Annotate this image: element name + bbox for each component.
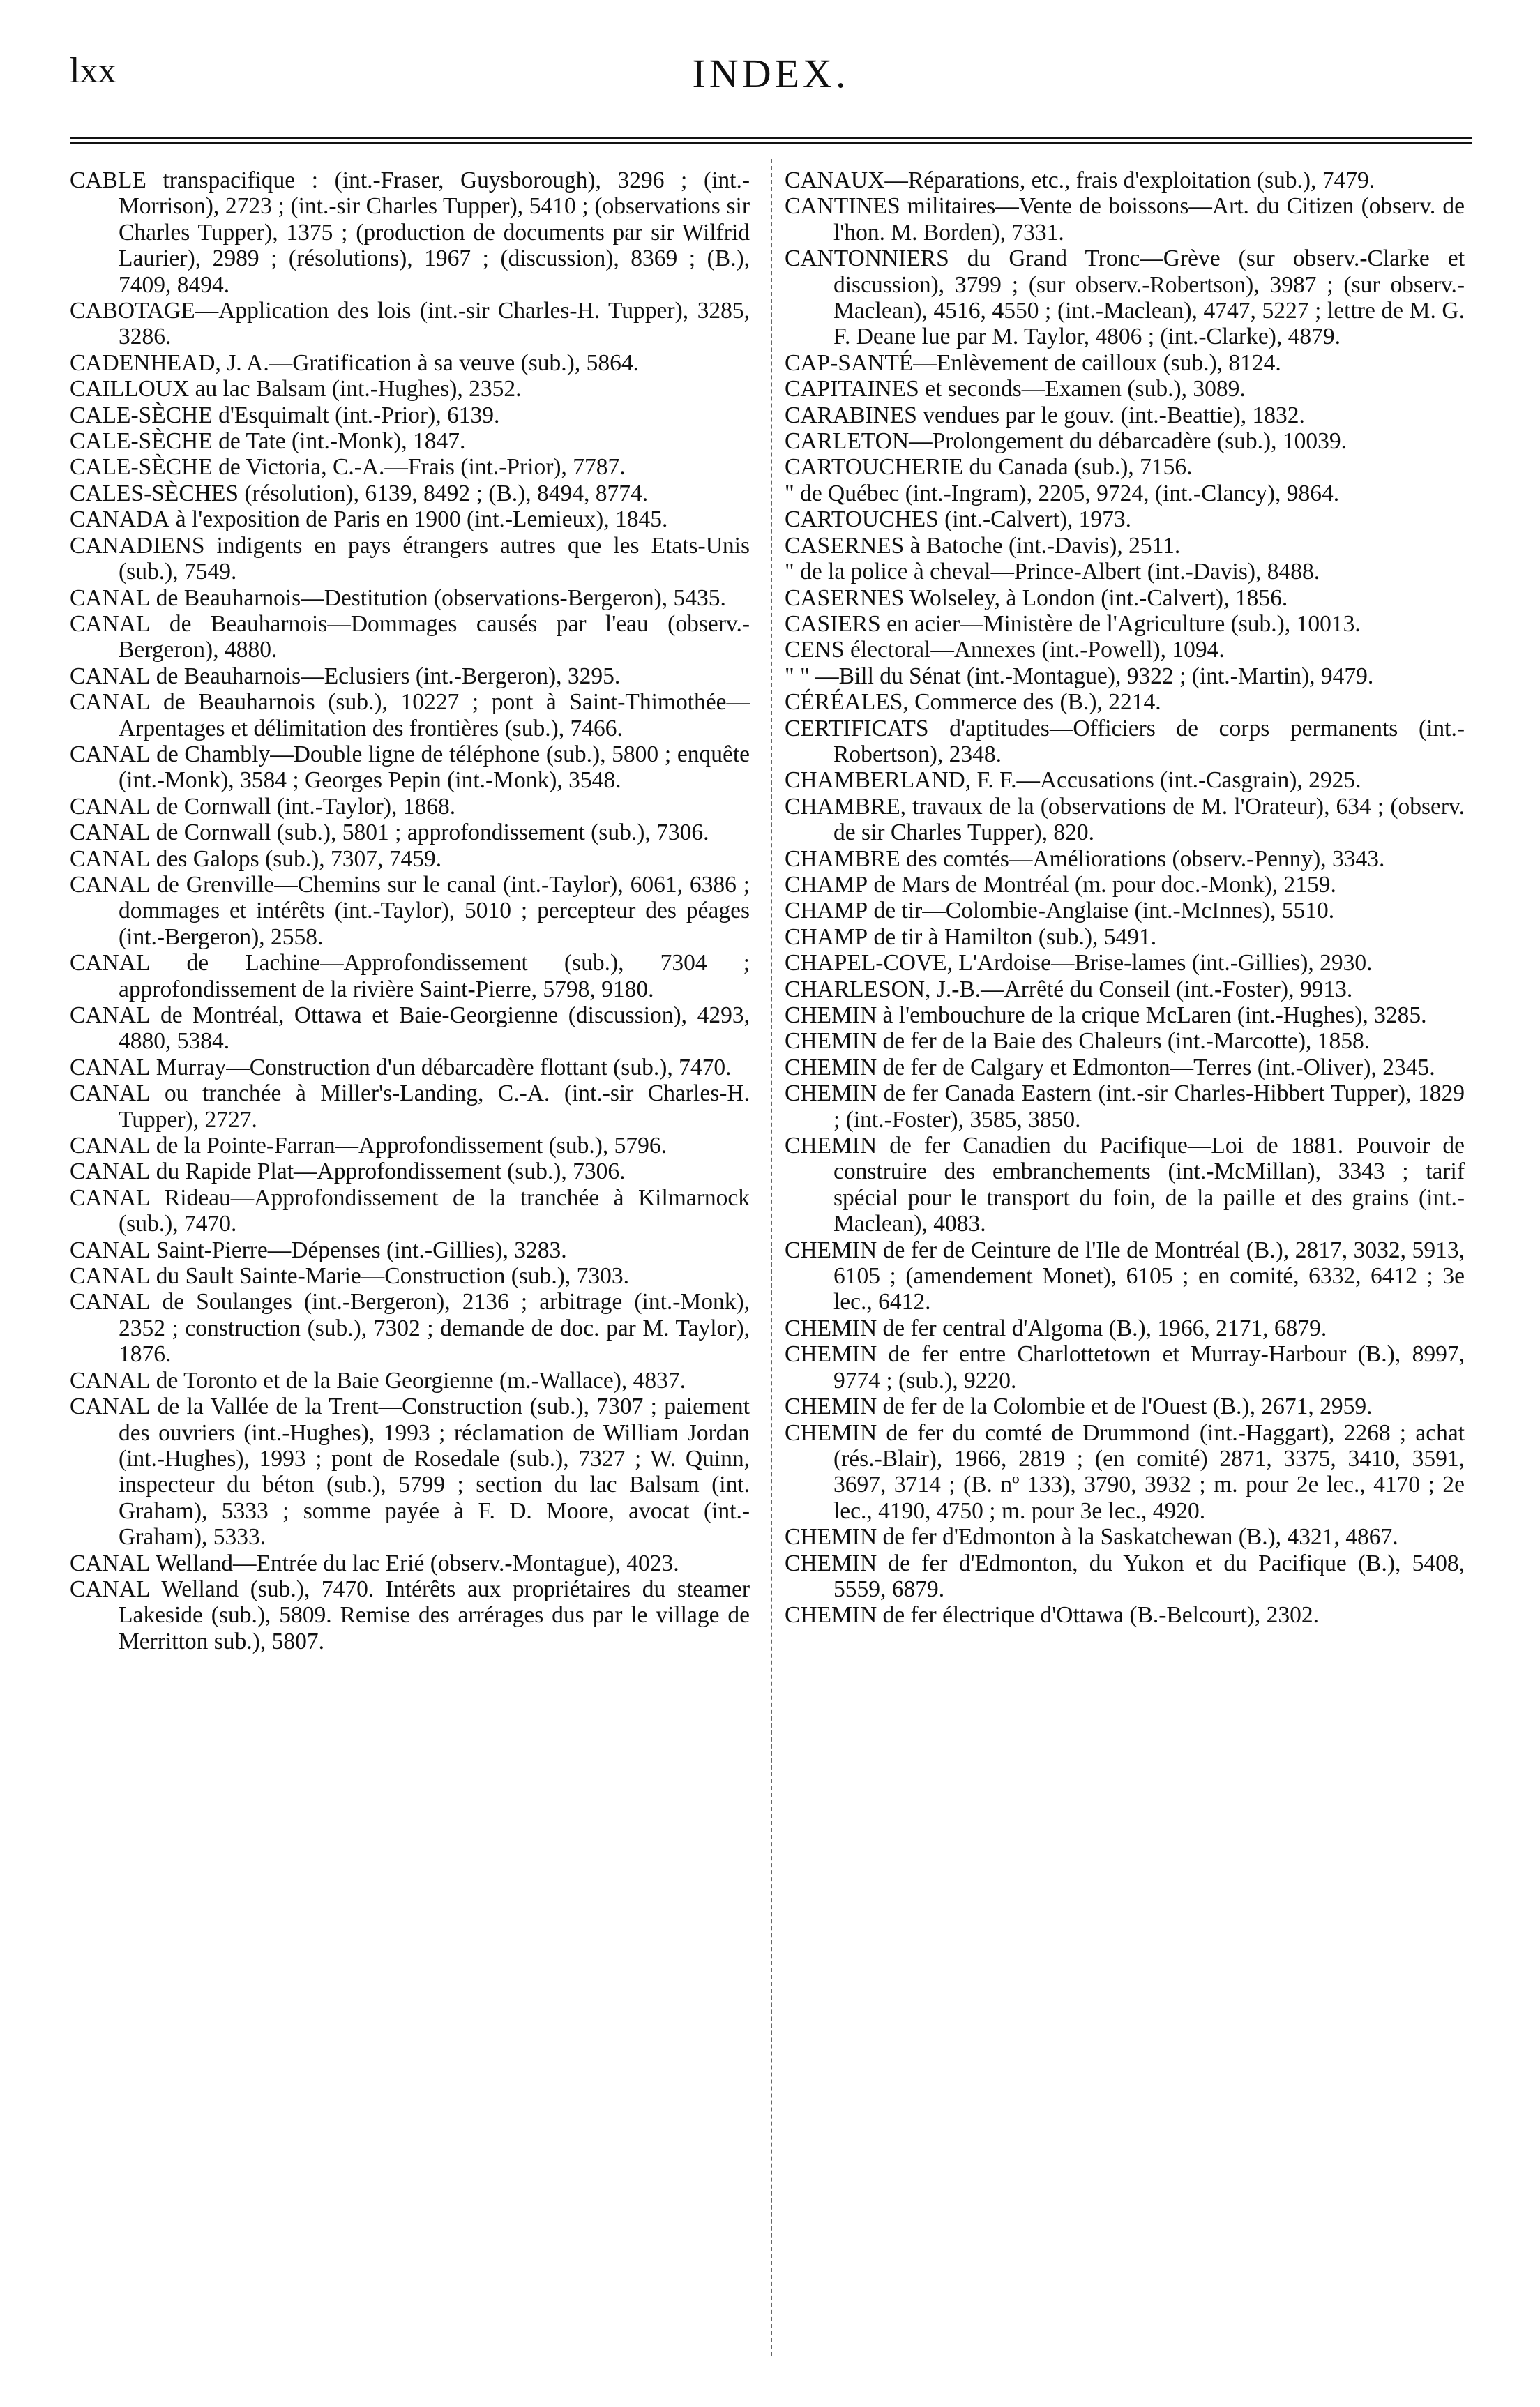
entry-headword: CANAL — [70, 871, 151, 898]
entry-headword: CANAL — [70, 689, 151, 716]
index-entry — [70, 1576, 750, 1654]
entry-text: indigents en pays étrangers autres que les Etats-Unis (sub.), 7549. — [119, 532, 750, 585]
entry-text: , L'Ardoise—Brise-lames (int.-Gillies), 2930. — [946, 950, 1373, 976]
entry-headword: CHEMIN — [785, 1002, 877, 1028]
index-entry — [785, 976, 1465, 1002]
entry-text: de fer entre Charlottetown et Murray-Harbour (B.), 8997, 9774 ; (sub.), 9220. — [833, 1341, 1465, 1394]
entry-text: de Tate (int.-Monk), 1847. — [212, 428, 466, 455]
header-rule-thick — [70, 137, 1472, 139]
entry-headword: " — [785, 559, 794, 585]
index-entry — [70, 1080, 750, 1133]
entry-headword: CÉRÉALES — [785, 689, 903, 716]
entry-text: de fer de Ceinture de l'Ile de Montréal (B.), 2817, 3032, 5913, 6105 ; (amendement Monet), 6105 ; en comité, 6332, 6412 ; 3e lec., 6412. — [833, 1237, 1465, 1315]
index-entry — [70, 1133, 750, 1159]
entry-headword: CANAL — [70, 1159, 151, 1185]
index-entry — [70, 950, 750, 1002]
index-entry — [70, 402, 750, 428]
index-entry — [785, 1028, 1465, 1054]
index-entry — [70, 1263, 750, 1289]
entry-headword: CASERNES — [785, 584, 905, 611]
index-entry — [785, 246, 1465, 350]
entry-text: , Commerce des (B.), 2214. — [903, 689, 1161, 716]
entry-text: de fer d'Edmonton à la Saskatchewan (B.), 4321, 4867. — [877, 1524, 1398, 1550]
index-entry — [70, 350, 750, 376]
index-entry — [785, 533, 1465, 559]
entry-headword: CANAL — [70, 1367, 151, 1394]
entry-headword: CANAL — [70, 820, 151, 846]
page-number: lxx — [70, 51, 116, 91]
entry-headword: CANAL — [70, 663, 151, 689]
header-rule-thin — [70, 142, 1472, 144]
entry-headword: CANAL — [70, 610, 151, 637]
entry-headword: CARTOUCHES — [785, 506, 939, 533]
index-entry — [785, 167, 1465, 193]
index-column-left — [70, 167, 750, 1654]
index-entry — [785, 1237, 1465, 1315]
entry-headword: CASIERS — [785, 610, 881, 637]
entry-text: vendues par le gouv. (int.-Beattie), 1832. — [916, 402, 1305, 428]
entry-headword: CHEMIN — [785, 1524, 877, 1550]
index-entry — [785, 872, 1465, 898]
index-entry — [785, 376, 1465, 402]
index-entry — [70, 846, 750, 872]
entry-text: des comtés—Améliorations (observ.-Penny), 3343. — [900, 845, 1385, 872]
entry-headword: CAP-SANTÉ — [785, 349, 914, 376]
entry-text: de fer Canadien du Pacifique—Loi de 1881. Pouvoir de construire des embranchements (int.-McMillan), 3343 ; tarif spécial pour le transport du foin, de la paille et des grains (int.-Maclean), 4083. — [833, 1133, 1465, 1237]
index-entry — [785, 794, 1465, 846]
entry-headword: CANAL — [70, 1550, 151, 1576]
index-entry — [785, 1080, 1465, 1133]
entry-headword: CANAL — [70, 1133, 151, 1159]
entry-headword: CANAL — [70, 950, 151, 976]
index-entry — [785, 689, 1465, 715]
column-divider — [771, 159, 772, 2356]
entry-headword: CHEMIN — [785, 1394, 877, 1420]
entry-text: , J.-B.—Arrêté du Conseil (int.-Foster), 9913. — [925, 976, 1353, 1002]
entry-headword: CHEMIN — [785, 1602, 877, 1629]
entry-headword: CANADIENS — [70, 532, 205, 559]
entry-text: électoral—Annexes (int.-Powell), 1094. — [844, 637, 1225, 663]
entry-headword: CHEMIN — [785, 1237, 877, 1263]
index-entry — [785, 924, 1465, 950]
entry-text: de la police à cheval—Prince-Albert (int.-Davis), 8488. — [794, 559, 1320, 585]
entry-text: à l'embouchure de la crique McLaren (int.-Hughes), 3285. — [877, 1002, 1427, 1028]
entry-text: du Rapide Plat—Approfondissement (sub.), 7306. — [150, 1159, 626, 1185]
entry-text: (int.-Calvert), 1973. — [938, 506, 1132, 533]
entry-headword: CARTOUCHERIE — [785, 454, 964, 481]
entry-text: " —Bill du Sénat (int.-Montague), 9322 ; (int.-Martin), 9479. — [794, 663, 1374, 689]
index-entry — [70, 820, 750, 845]
entry-headword: CHEMIN — [785, 1550, 877, 1576]
entry-headword: CANTONNIERS — [785, 246, 949, 272]
index-entry — [785, 716, 1465, 768]
index-entry — [70, 1159, 750, 1184]
entry-headword: CHEMIN — [785, 1315, 877, 1341]
entry-text: de Beauharnois (sub.), 10227 ; pont à Saint-Thimothée—Arpentages et délimitation des frontières (sub.), 7466. — [119, 689, 750, 741]
entry-text: transpacifique : (int.-Fraser, Guysborough), 3296 ; (int.-Morrison), 2723 ; (int.-sir Charles Tupper), 5410 ; (observations sir Charles Tupper), 1375 ; (production de documents par sir Wilfrid Laurier), 2989 ; (résolutions), 1967 ; (discussion), 8369 ; (B.), 7409, 8494. — [119, 167, 750, 298]
index-entry — [70, 1368, 750, 1394]
entry-headword: CANAUX — [785, 167, 885, 193]
entry-text: de fer de Calgary et Edmonton—Terres (int.-Oliver), 2345. — [877, 1054, 1435, 1080]
entry-text: du Sault Sainte-Marie—Construction (sub.), 7303. — [150, 1263, 630, 1290]
index-entry — [785, 611, 1465, 637]
entry-text: à Batoche (int.-Davis), 2511. — [904, 532, 1181, 559]
entry-text: Welland (sub.), 7470. Intérêts aux propriétaires du steamer Lakeside (sub.), 5809. Remise des arrérages dus par le village de Merritton sub.), 5807. — [119, 1576, 750, 1654]
entry-text: à l'exposition de Paris en 1900 (int.-Lemieux), 1845. — [169, 506, 668, 533]
index-entry — [785, 350, 1465, 376]
entry-headword: CANAL — [70, 741, 151, 767]
entry-headword: CHAMBERLAND — [785, 767, 965, 794]
entry-text: , travaux de la (observations de M. l'Orateur), 634 ; (observ. de sir Charles Tupper), 820. — [833, 793, 1465, 846]
entry-headword: CAILLOUX — [70, 376, 190, 402]
index-entry — [70, 1394, 750, 1550]
index-entry — [70, 298, 750, 350]
entry-headword: " — [785, 480, 794, 506]
index-entry — [785, 1602, 1465, 1628]
entry-text: du Canada (sub.), 7156. — [963, 454, 1193, 481]
entry-headword: CANAL — [70, 584, 151, 611]
index-entry — [70, 794, 750, 820]
entry-headword: CANAL — [70, 1289, 151, 1315]
index-entry — [785, 1394, 1465, 1419]
entry-headword: CALE-SÈCHE — [70, 454, 213, 481]
index-column-right — [785, 167, 1465, 1629]
index-entry — [70, 167, 750, 298]
entry-text: et seconds—Examen (sub.), 3089. — [919, 376, 1246, 402]
entry-headword: CHEMIN — [785, 1054, 877, 1080]
entry-text: —Prolongement du débarcadère (sub.), 10039. — [909, 428, 1348, 455]
entry-text: de fer électrique d'Ottawa (B.-Belcourt), 2302. — [877, 1602, 1320, 1629]
entry-text: Rideau—Approfondissement de la tranchée à Kilmarnock (sub.), 7470. — [119, 1184, 750, 1237]
entry-text: Murray—Construction d'un débarcadère flottant (sub.), 7470. — [150, 1054, 732, 1080]
entry-text: ou tranchée à Miller's-Landing, C.-A. (int.-sir Charles-H. Tupper), 2727. — [119, 1080, 750, 1133]
entry-text: de Victoria, C.-A.—Frais (int.-Prior), 7787. — [212, 454, 626, 481]
entry-headword: CANAL — [70, 1184, 151, 1211]
entry-text: de Beauharnois—Dommages causés par l'eau (observ.-Bergeron), 4880. — [119, 610, 750, 663]
index-entry — [785, 506, 1465, 532]
entry-text: de Grenville—Chemins sur le canal (int.-Taylor), 6061, 6386 ; dommages et intérêts (int.-Taylor), 5010 ; percepteur des péages (int.-Bergeron), 2558. — [119, 871, 750, 950]
entry-headword: CHEMIN — [785, 1133, 877, 1159]
index-entry — [70, 689, 750, 741]
entry-headword: CANAL — [70, 1576, 151, 1602]
entry-text: de tir à Hamilton (sub.), 5491. — [868, 923, 1157, 950]
index-entry — [70, 1055, 750, 1080]
index-entry — [70, 611, 750, 663]
entry-headword: CARABINES — [785, 402, 917, 428]
index-entry — [70, 663, 750, 689]
entry-text: de Montréal, Ottawa et Baie-Georgienne (discussion), 4293, 4880, 5384. — [119, 1002, 750, 1055]
entry-text: des Galops (sub.), 7307, 7459. — [150, 845, 442, 872]
index-entry — [70, 454, 750, 480]
page-title: INDEX. — [692, 51, 850, 96]
index-entry — [785, 402, 1465, 428]
entry-headword: CANAL — [70, 1054, 151, 1080]
entry-headword: CHAMBRE — [785, 845, 900, 872]
entry-text: , F. F.—Accusations (int.-Casgrain), 2925. — [965, 767, 1361, 794]
entry-headword: CHAMBRE — [785, 793, 900, 820]
entry-text: au lac Balsam (int.-Hughes), 2352. — [189, 376, 522, 402]
index-entry — [70, 1237, 750, 1263]
entry-headword: CANAL — [70, 1394, 151, 1420]
entry-text: de Cornwall (int.-Taylor), 1868. — [150, 793, 456, 820]
index-entry — [785, 559, 1465, 584]
entry-text: de Beauharnois—Eclusiers (int.-Bergeron), 3295. — [150, 663, 621, 689]
entry-headword: CALE-SÈCHE — [70, 428, 213, 455]
entry-headword: CARLETON — [785, 428, 909, 455]
entry-headword: CANAL — [70, 793, 151, 820]
entry-text: , J. A.—Gratification à sa veuve (sub.), 5864. — [215, 349, 639, 376]
entry-text: Welland—Entrée du lac Erié (observ.-Montague), 4023. — [150, 1550, 679, 1576]
entry-text: de Chambly—Double ligne de téléphone (sub.), 5800 ; enquête (int.-Monk), 3584 ; Georges Pepin (int.-Monk), 3548. — [119, 741, 750, 794]
entry-text: militaires—Vente de boissons—Art. du Citizen (observ. de l'hon. M. Borden), 7331. — [833, 193, 1465, 246]
entry-headword: CENS — [785, 637, 845, 663]
entry-text: Saint-Pierre—Dépenses (int.-Gillies), 3283. — [150, 1237, 567, 1263]
entry-headword: CANAL — [70, 845, 151, 872]
entry-headword: CASERNES — [785, 532, 905, 559]
index-entry — [785, 481, 1465, 506]
index-entry — [70, 585, 750, 611]
index-entry — [70, 481, 750, 506]
index-entry — [785, 663, 1465, 689]
entry-text: d'aptitudes—Officiers de corps permanents (int.-Robertson), 2348. — [833, 715, 1465, 767]
entry-headword: CHAMP — [785, 871, 868, 898]
entry-headword: CHAPEL-COVE — [785, 950, 947, 976]
entry-text: —Réparations, etc., frais d'exploitation (sub.), 7479. — [884, 167, 1375, 193]
entry-text: de la Vallée de la Trent—Construction (sub.), 7307 ; paiement des ouvriers (int.-Hughes), 1993 ; réclamation de William Jordan (int.-Hughes), 1993 ; pont de Rosedale (sub.), 7327 ; W. Quinn, inspecteur du béton (sub.), 5799 ; section du lac Balsam (int. Graham), 5333 ; somme payée à F. D. Moore, avocat (int.-Graham), 5333. — [119, 1394, 750, 1550]
index-entry — [70, 872, 750, 950]
index-entry — [785, 1315, 1465, 1341]
entry-headword: CANAL — [70, 1002, 151, 1028]
page-header — [70, 50, 1472, 106]
index-entry — [70, 741, 750, 794]
entry-text: de Mars de Montréal (m. pour doc.-Monk), 2159. — [868, 871, 1336, 898]
entry-headword: " — [785, 663, 794, 689]
entry-headword: CADENHEAD — [70, 349, 216, 376]
index-entry — [785, 846, 1465, 872]
entry-text: de Québec (int.-Ingram), 2205, 9724, (int.-Clancy), 9864. — [794, 480, 1340, 506]
index-entry — [785, 428, 1465, 454]
entry-text: de Cornwall (sub.), 5801 ; approfondissement (sub.), 7306. — [150, 820, 709, 846]
entry-headword: CHEMIN — [785, 1080, 877, 1107]
entry-text: de Soulanges (int.-Bergeron), 2136 ; arbitrage (int.-Monk), 2352 ; construction (sub.), 7302 ; demande de doc. par M. Taylor), 1876. — [119, 1289, 750, 1368]
entry-headword: CABLE — [70, 167, 146, 193]
entry-headword: CHAMP — [785, 923, 868, 950]
entry-text: du Grand Tronc—Grève (sur observ.-Clarke et discussion), 3799 ; (sur observ.-Robertson), 3987 ; (sur observ.-Maclean), 4516, 4550 ; (int.-Maclean), 4747, 5227 ; lettre de M. G. F. Deane lue par M. Taylor, 4806 ; (int.-Clarke), 4879. — [833, 246, 1465, 350]
index-entry — [785, 585, 1465, 611]
entry-headword: CANADA — [70, 506, 170, 533]
entry-text: en acier—Ministère de l'Agriculture (sub.), 10013. — [880, 610, 1361, 637]
entry-headword: CHAMP — [785, 898, 868, 924]
entry-text: Wolseley, à London (int.-Calvert), 1856. — [904, 584, 1288, 611]
index-entry — [70, 1289, 750, 1367]
entry-text: de tir—Colombie-Anglaise (int.-McInnes), 5510. — [868, 898, 1335, 924]
index-entry — [785, 1420, 1465, 1525]
index-entry — [785, 767, 1465, 793]
index-entry — [785, 1055, 1465, 1080]
entry-headword: CANTINES — [785, 193, 900, 220]
entry-text: (résolution), 6139, 8492 ; (B.), 8494, 8774. — [238, 480, 649, 506]
entry-text: de fer d'Edmonton, du Yukon et du Pacifique (B.), 5408, 5559, 6879. — [833, 1550, 1465, 1602]
entry-headword: CHEMIN — [785, 1028, 877, 1055]
entry-text: d'Esquimalt (int.-Prior), 6139. — [212, 402, 500, 428]
entry-headword: CANAL — [70, 1237, 151, 1263]
entry-headword: CHEMIN — [785, 1419, 877, 1446]
index-entry — [785, 637, 1465, 663]
index-entry — [70, 1185, 750, 1237]
entry-text: —Enlèvement de cailloux (sub.), 8124. — [913, 349, 1281, 376]
index-entry — [785, 1341, 1465, 1394]
entry-headword: CALE-SÈCHE — [70, 402, 213, 428]
entry-text: de Toronto et de la Baie Georgienne (m.-Wallace), 4837. — [150, 1367, 686, 1394]
index-entry — [785, 454, 1465, 480]
index-entry — [70, 506, 750, 532]
entry-headword: CANAL — [70, 1263, 151, 1290]
entry-text: de fer de la Colombie et de l'Ouest (B.), 2671, 2959. — [877, 1394, 1373, 1420]
index-entry — [785, 898, 1465, 923]
entry-text: de la Pointe-Farran—Approfondissement (sub.), 5796. — [150, 1133, 667, 1159]
entry-headword: CHARLESON — [785, 976, 926, 1002]
entry-headword: CABOTAGE — [70, 298, 195, 324]
entry-text: de fer du comté de Drummond (int.-Haggart), 2268 ; achat (rés.-Blair), 1966, 2819 ; (en comité) 2871, 3375, 3410, 3591, 3697, 3714 ; (B. nº 133), 3790, 3932 ; m. pour 2e lec., 4170 ; 2e lec., 4190, 4750 ; m. pour 3e lec., 4920. — [833, 1419, 1465, 1524]
entry-text: de Beauharnois—Destitution (observations-Bergeron), 5435. — [150, 584, 726, 611]
entry-text: de Lachine—Approfondissement (sub.), 7304 ; approfondissement de la rivière Saint-Pierre, 5798, 9180. — [119, 950, 750, 1002]
entry-text: de fer Canada Eastern (int.-sir Charles-Hibbert Tupper), 1829 ; (int.-Foster), 3585, 3850. — [833, 1080, 1465, 1133]
entry-headword: CALES-SÈCHES — [70, 480, 239, 506]
index-entry — [785, 1133, 1465, 1237]
entry-headword: CANAL — [70, 1080, 151, 1107]
index-entry — [785, 950, 1465, 976]
index-entry — [70, 1002, 750, 1055]
index-entry — [785, 1550, 1465, 1603]
entry-headword: CAPITAINES — [785, 376, 919, 402]
index-entry — [70, 376, 750, 402]
index-entry — [785, 193, 1465, 246]
index-entry — [70, 1550, 750, 1576]
entry-text: de fer de la Baie des Chaleurs (int.-Marcotte), 1858. — [877, 1028, 1371, 1055]
entry-text: de fer central d'Algoma (B.), 1966, 2171, 6879. — [877, 1315, 1327, 1341]
index-entry — [785, 1524, 1465, 1550]
entry-text: —Application des lois (int.-sir Charles-H. Tupper), 3285, 3286. — [119, 298, 750, 350]
index-entry — [785, 1002, 1465, 1028]
index-entry — [70, 533, 750, 585]
entry-headword: CHEMIN — [785, 1341, 877, 1368]
entry-headword: CERTIFICATS — [785, 715, 929, 741]
index-entry — [70, 428, 750, 454]
